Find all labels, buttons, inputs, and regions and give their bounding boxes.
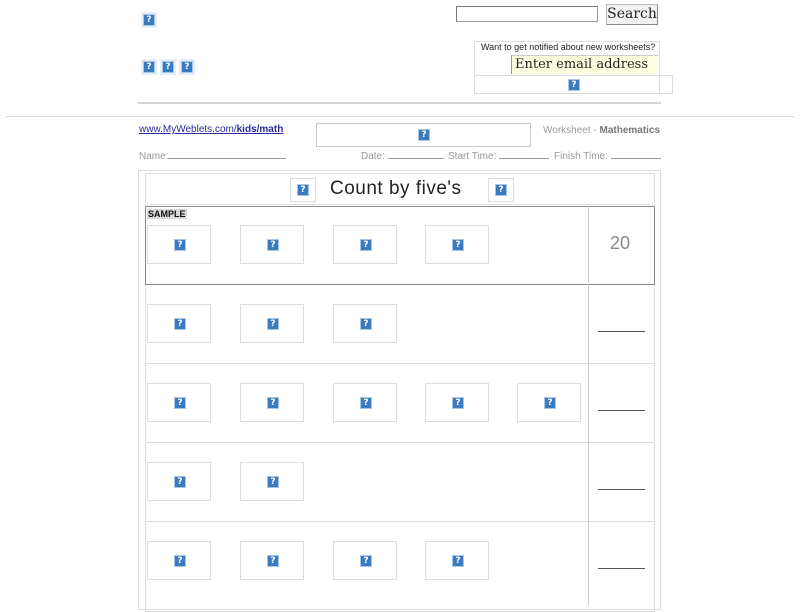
title-right-image xyxy=(488,178,514,202)
broken-image-icon: ? xyxy=(360,239,372,251)
problem-row xyxy=(145,522,655,612)
sample-badge: SAMPLE xyxy=(148,209,186,219)
broken-image-icon: ? xyxy=(267,397,279,409)
category-name: Mathematics xyxy=(599,125,661,136)
broken-image-icon: ? xyxy=(544,397,556,409)
broken-image-icon: ? xyxy=(174,397,186,409)
header-divider xyxy=(138,102,661,104)
answer-blank[interactable] xyxy=(598,568,645,569)
broken-image-icon: ? xyxy=(495,184,507,196)
page-divider xyxy=(5,116,795,117)
broken-image-icon: ? xyxy=(174,318,186,330)
answer-blank[interactable] xyxy=(598,331,645,332)
name-label: Name: xyxy=(139,151,169,162)
sample-row xyxy=(145,206,655,285)
site-link[interactable] xyxy=(139,124,283,135)
count-card xyxy=(517,383,581,422)
problem-row xyxy=(145,443,655,522)
broken-image-icon: ? xyxy=(267,318,279,330)
broken-image-icon: ? xyxy=(452,397,464,409)
answer-blank[interactable] xyxy=(598,489,645,490)
broken-image-icon: ? xyxy=(174,239,186,251)
count-card xyxy=(240,383,304,422)
worksheet-title: Count by five's xyxy=(330,178,462,199)
social-icon-2[interactable]: ? xyxy=(162,61,174,73)
search-input[interactable] xyxy=(456,6,598,22)
category-prefix: Worksheet - xyxy=(543,125,600,136)
broken-image-icon: ? xyxy=(174,476,186,488)
finish-time-label: Finish Time: xyxy=(554,151,608,162)
count-card xyxy=(333,383,397,422)
title-left-image xyxy=(290,178,316,202)
date-field[interactable] xyxy=(361,149,444,162)
subscribe-icon: ? xyxy=(568,79,580,91)
search-button[interactable]: Search xyxy=(606,4,658,25)
broken-image-icon: ? xyxy=(360,555,372,567)
broken-image-icon: ? xyxy=(360,397,372,409)
count-card xyxy=(425,541,489,580)
broken-image-icon: ? xyxy=(267,555,279,567)
site-link-prefix: www.MyWeblets.com/ xyxy=(139,124,237,135)
count-card xyxy=(333,225,397,264)
count-card xyxy=(333,541,397,580)
social-icon-1[interactable]: ? xyxy=(143,61,155,73)
broken-image-icon: ? xyxy=(267,239,279,251)
ad-banner[interactable] xyxy=(316,123,531,147)
subscribe-button[interactable] xyxy=(474,75,673,94)
name-field[interactable] xyxy=(139,149,286,162)
worksheet-category xyxy=(543,125,660,136)
broken-image-icon: ? xyxy=(452,239,464,251)
count-card xyxy=(240,541,304,580)
site-link-path: kids/math xyxy=(236,124,284,135)
count-card xyxy=(147,225,211,264)
notify-label: Want to get notified about new worksheets? xyxy=(481,42,656,52)
count-card xyxy=(147,541,211,580)
count-card xyxy=(333,304,397,343)
count-card xyxy=(425,225,489,264)
broken-image-icon: ? xyxy=(418,129,430,141)
sample-answer: 20 xyxy=(610,233,631,253)
broken-image-icon: ? xyxy=(452,555,464,567)
start-time-label: Start Time: xyxy=(448,151,497,162)
finish-time-field[interactable] xyxy=(554,149,661,162)
broken-image-icon: ? xyxy=(174,555,186,567)
date-label: Date: xyxy=(361,151,385,162)
email-input[interactable]: Enter email address xyxy=(511,55,658,74)
broken-image-icon: ? xyxy=(297,184,309,196)
logo-icon[interactable]: ? xyxy=(143,14,155,26)
count-card xyxy=(240,225,304,264)
broken-image-icon: ? xyxy=(267,476,279,488)
answer-blank[interactable] xyxy=(598,410,645,411)
answer-column-divider xyxy=(588,206,589,606)
count-card xyxy=(147,462,211,501)
count-card xyxy=(147,383,211,422)
broken-image-icon: ? xyxy=(360,318,372,330)
count-card xyxy=(240,462,304,501)
start-time-field[interactable] xyxy=(448,149,549,162)
problem-row xyxy=(145,285,655,364)
count-card xyxy=(147,304,211,343)
social-icon-3[interactable]: ? xyxy=(181,61,193,73)
count-card xyxy=(240,304,304,343)
count-card xyxy=(425,383,489,422)
